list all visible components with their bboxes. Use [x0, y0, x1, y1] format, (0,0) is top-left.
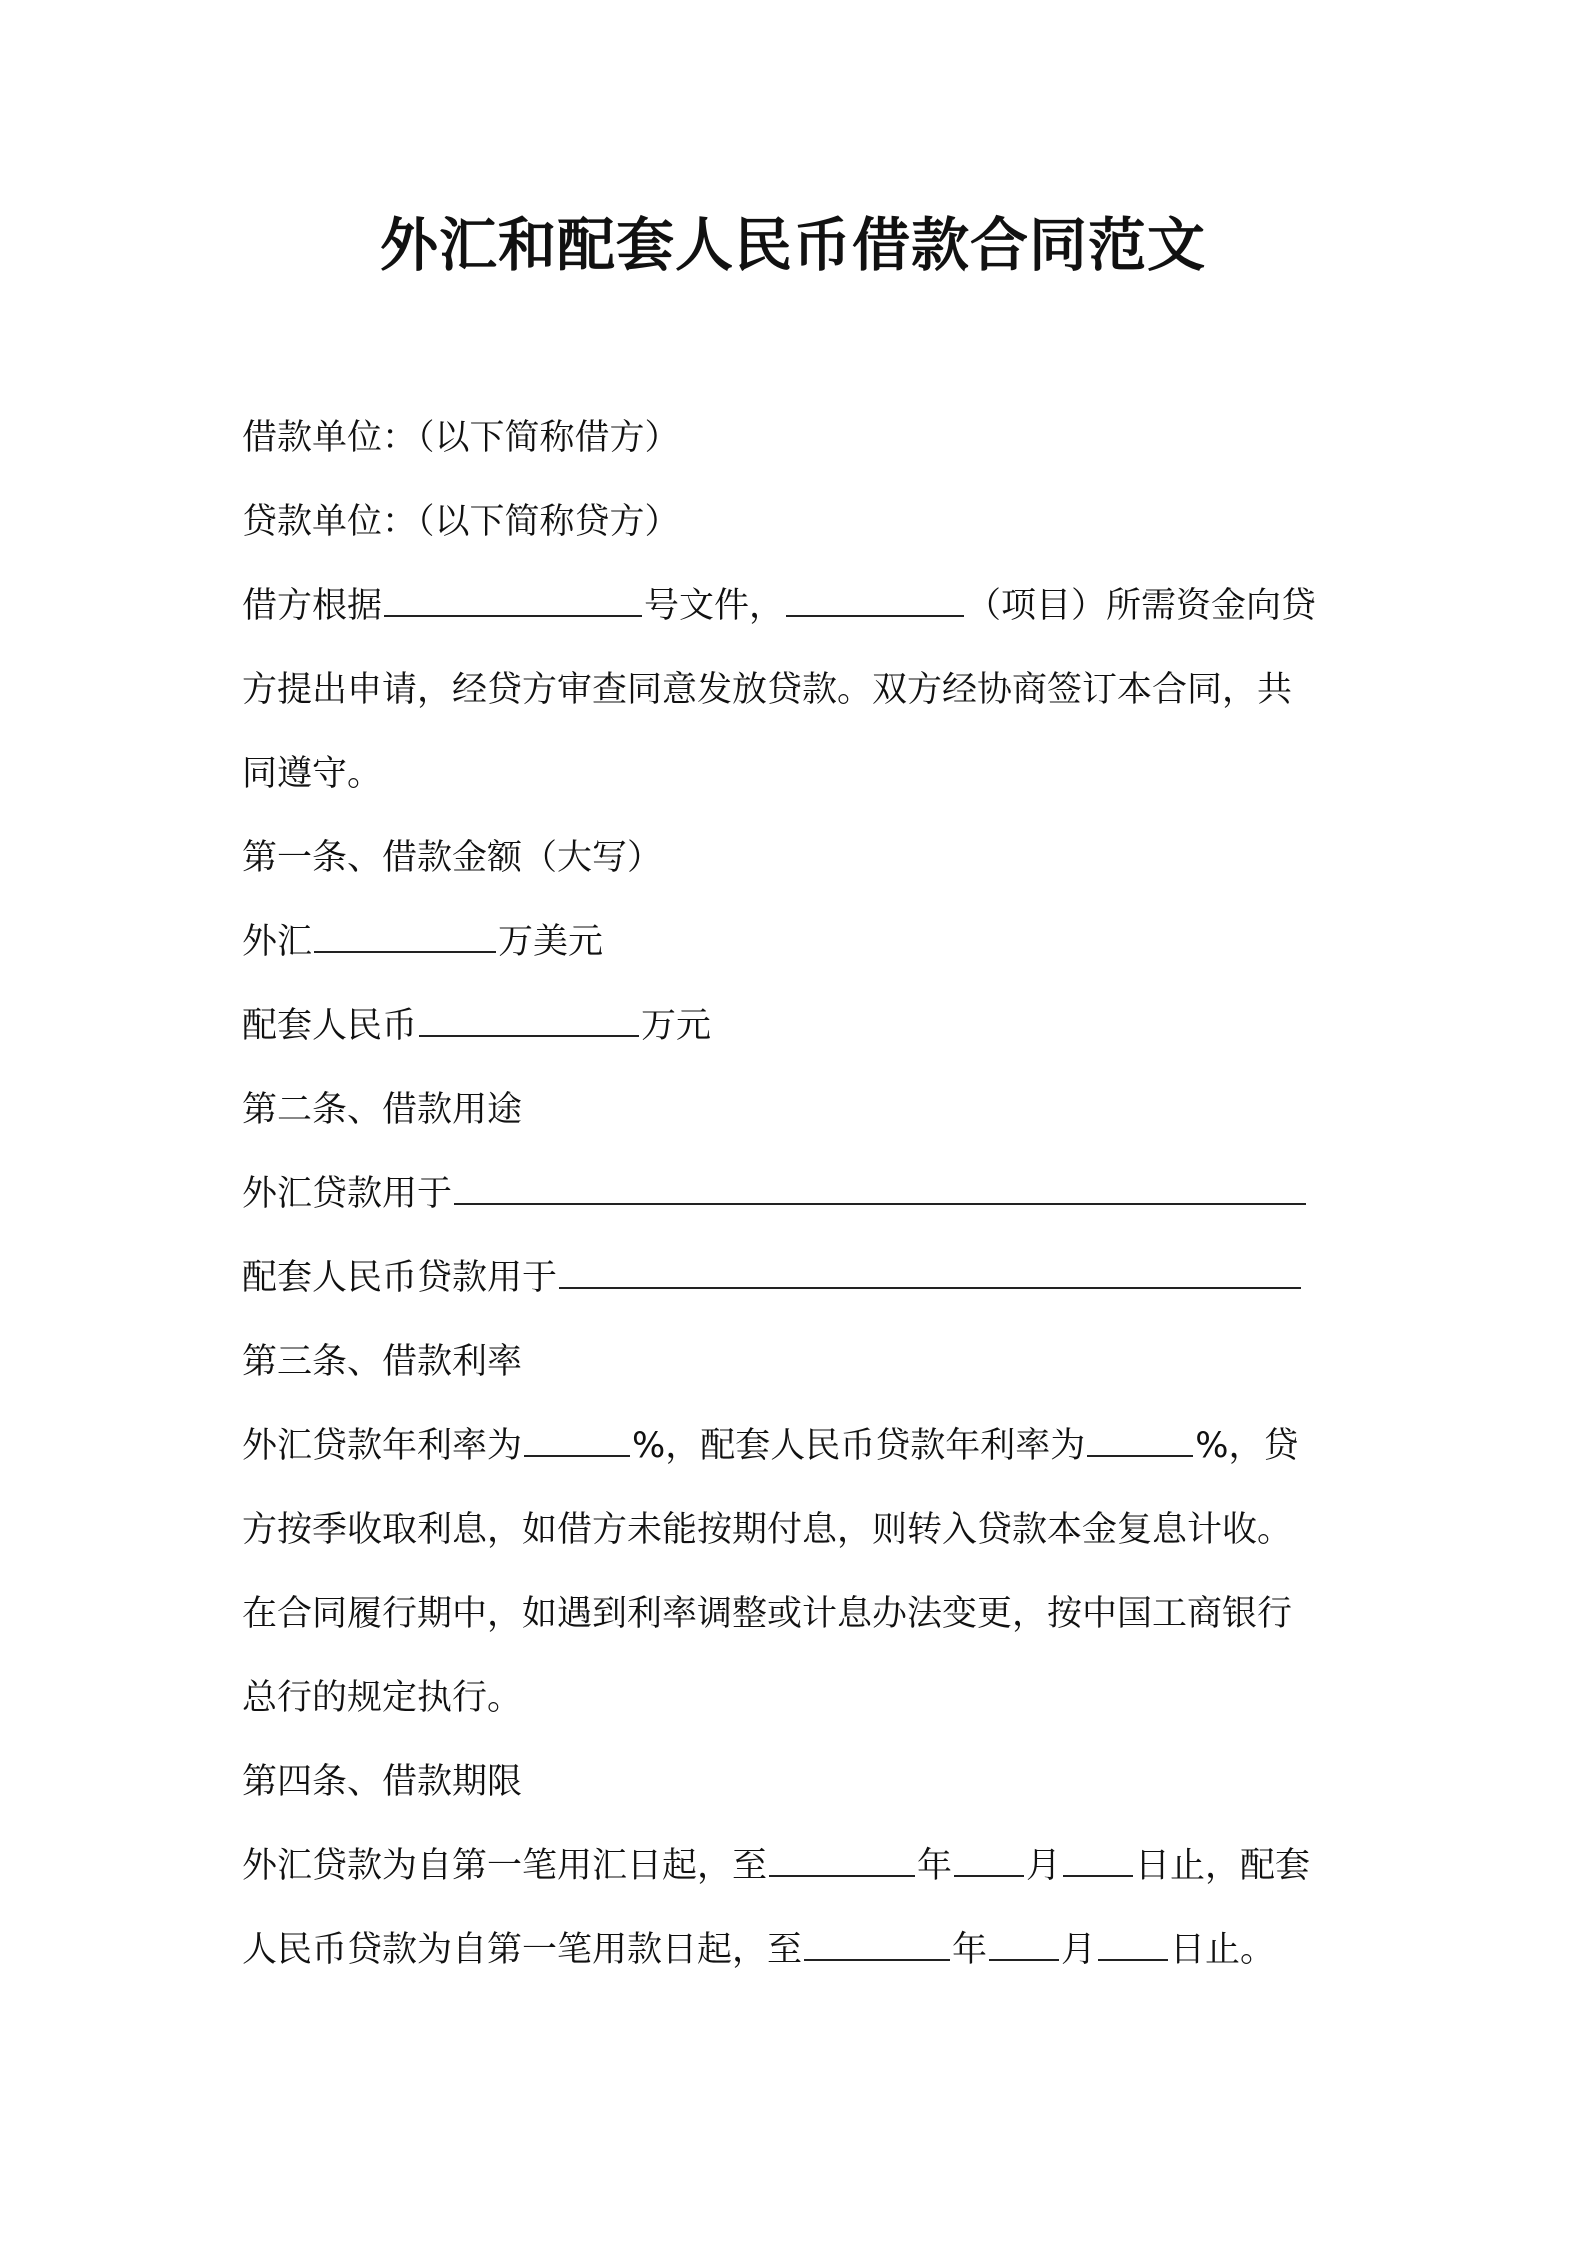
article-1-heading: 第一条、借款金额（大写） — [242, 838, 663, 878]
rmb-year-blank — [804, 1923, 950, 1961]
rmb-use-label: 配套人民币贷款用于 — [242, 1258, 558, 1298]
term-text: 年 — [952, 1930, 988, 1970]
article-4-heading: 第四条、借款期限 — [242, 1762, 523, 1802]
intro-text: （项目）所需资金向贷 — [966, 586, 1317, 626]
rmb-day-blank — [1098, 1923, 1168, 1961]
document-body — [242, 396, 1356, 1992]
rmb-use-blank — [559, 1251, 1301, 1289]
forex-year-blank — [769, 1839, 915, 1877]
forex-use-line — [242, 1152, 1356, 1236]
forex-use-blank — [454, 1167, 1306, 1205]
rate-text: 外汇贷款年利率为 — [242, 1426, 523, 1466]
interest-line-4: 总行的规定执行。 — [242, 1678, 523, 1718]
term-text: 年 — [917, 1846, 953, 1886]
forex-rate-blank — [524, 1419, 630, 1457]
rmb-unit: 万元 — [641, 1006, 712, 1046]
term-text: 月 — [1026, 1846, 1062, 1886]
forex-unit: 万美元 — [498, 922, 604, 962]
term-text: 日止。 — [1170, 1930, 1276, 1970]
intro-line-3: 同遵守。 — [242, 754, 383, 794]
forex-month-blank — [954, 1839, 1024, 1877]
forex-amount-line — [242, 900, 1356, 984]
forex-day-blank — [1063, 1839, 1133, 1877]
article-3-heading: 第三条、借款利率 — [242, 1342, 523, 1382]
rmb-term-line — [242, 1908, 1356, 1992]
forex-label: 外汇 — [242, 922, 313, 962]
term-text: 日止，配套 — [1135, 1846, 1311, 1886]
rate-text: %，配套人民币贷款年利率为 — [632, 1426, 1086, 1466]
rmb-use-line — [242, 1236, 1356, 1320]
term-text: 外汇贷款为自第一笔用汇日起，至 — [242, 1846, 768, 1886]
interest-rate-line — [242, 1404, 1356, 1488]
term-text: 人民币贷款为自第一笔用款日起，至 — [242, 1930, 803, 1970]
rmb-amount-line — [242, 984, 1356, 1068]
forex-amount-blank — [314, 915, 496, 953]
rmb-amount-blank — [419, 999, 639, 1037]
interest-line-3: 在合同履行期中，如遇到利率调整或计息办法变更，按中国工商银行 — [242, 1594, 1293, 1634]
rate-text: %，贷 — [1195, 1426, 1299, 1466]
intro-text: 借方根据 — [242, 586, 383, 626]
article-2-heading: 第二条、借款用途 — [242, 1090, 523, 1130]
rmb-rate-blank — [1087, 1419, 1193, 1457]
borrower-line: 借款单位：（以下简称借方） — [242, 418, 680, 458]
forex-use-label: 外汇贷款用于 — [242, 1174, 453, 1214]
intro-line-1 — [242, 564, 1356, 648]
document-title: 外汇和配套人民币借款合同范文 — [379, 211, 1206, 279]
file-number-blank — [384, 579, 642, 617]
rmb-label: 配套人民币 — [242, 1006, 418, 1046]
forex-term-line — [242, 1824, 1356, 1908]
rmb-month-blank — [989, 1923, 1059, 1961]
intro-line-2: 方提出申请，经贷方审查同意发放贷款。双方经协商签订本合同，共 — [242, 670, 1293, 710]
term-text: 月 — [1061, 1930, 1097, 1970]
intro-text: 号文件， — [644, 586, 785, 626]
project-blank — [786, 579, 964, 617]
lender-line: 贷款单位：（以下简称贷方） — [242, 502, 680, 542]
interest-line-2: 方按季收取利息，如借方未能按期付息，则转入贷款本金复息计收。 — [242, 1510, 1293, 1550]
